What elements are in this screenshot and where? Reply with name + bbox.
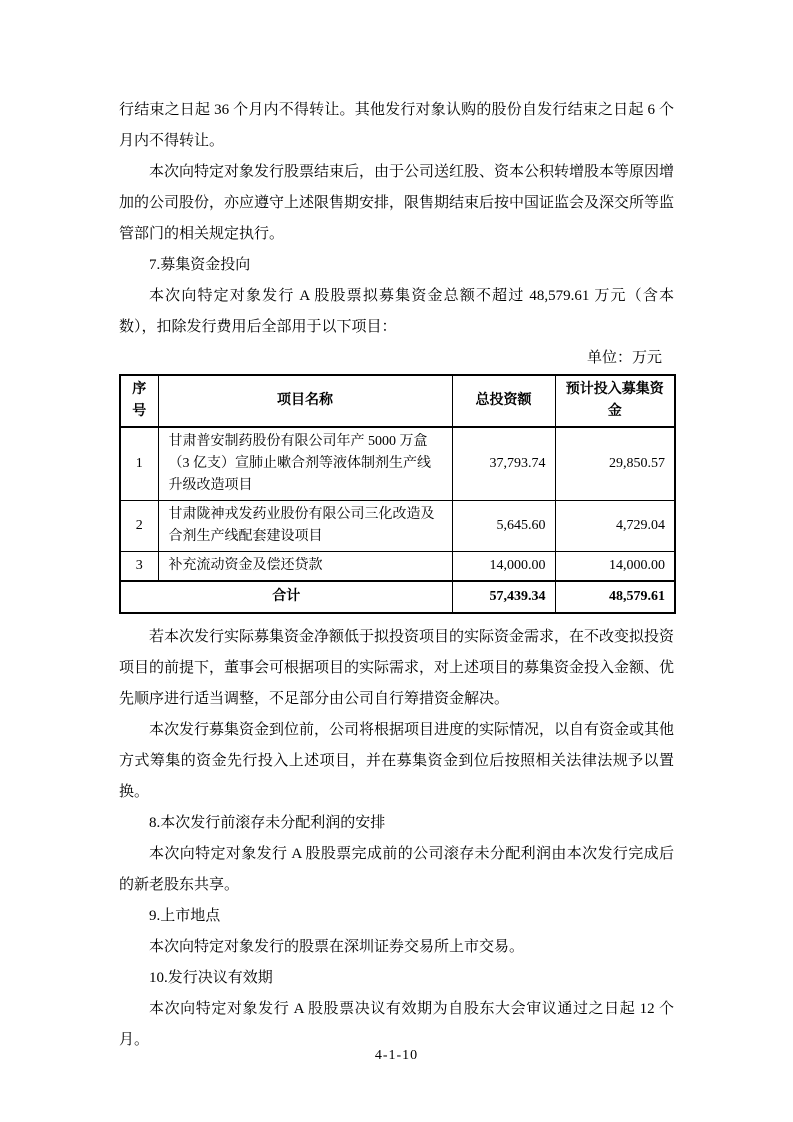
heading-9-listing-place: 9.上市地点 <box>149 908 221 924</box>
paragraph-shortfall: 若本次发行实际募集资金净额低于拟投资项目的实际资金需求，在不改变拟投资项目的前提下，董事会可根据项目的实际需求，对上述项目的募集资金投入金额、优先顺序进行适当调整，不足部分由公司自行筹措资金解决。 <box>119 629 675 707</box>
paragraph-advance-invest: 本次发行募集资金到位前，公司将根据项目进度的实际情况，以自有资金或其他方式筹集的资金先行投入上述项目，并在募集资金到位后按照相关法律法规予以置换。 <box>119 722 675 800</box>
cell-seq: 2 <box>120 501 158 552</box>
cell-raised-funds: 29,850.57 <box>555 427 675 501</box>
heading-10-resolution-validity: 10.发行决议有效期 <box>149 970 273 986</box>
header-cell-seq: 序号 <box>120 375 158 427</box>
header-cell-project-name: 项目名称 <box>158 375 452 427</box>
cell-seq: 3 <box>120 552 158 582</box>
cell-total-label: 合计 <box>120 581 452 613</box>
table-row <box>120 552 675 582</box>
cell-total-investment: 37,793.74 <box>452 427 555 501</box>
cell-total-investment: 14,000.00 <box>452 552 555 582</box>
paragraph-fund-total: 本次向特定对象发行 A 股股票拟募集资金总额不超过 48,579.61 万元（含本数），扣除发行费用后全部用于以下项目： <box>119 288 674 335</box>
fund-usage-table <box>119 374 676 614</box>
paragraph-listing-place: 本次向特定对象发行的股票在深圳证券交易所上市交易。 <box>149 939 525 955</box>
header-cell-raised-funds: 预计投入募集资金 <box>555 375 675 427</box>
paragraph-bonus-shares: 本次向特定对象发行股票结束后，由于公司送红股、资本公积转增股本等原因增加的公司股份，亦应遵守上述限售期安排，限售期结束后按中国证监会及深交所等监管部门的相关规定执行。 <box>119 164 675 242</box>
cell-total-investment: 5,645.60 <box>452 501 555 552</box>
cell-total-investment-sum: 57,439.34 <box>452 581 555 613</box>
cell-project-name: 甘肃普安制药股份有限公司年产 5000 万盒（3 亿支）宣肺止嗽合剂等液体制剂生产线升级改造项目 <box>158 427 452 501</box>
paragraph-resolution-validity: 本次向特定对象发行 A 股股票决议有效期为自股东大会审议通过之日起 12 个月。 <box>119 1001 674 1048</box>
cell-project-name: 甘肃陇神戎发药业股份有限公司三化改造及合剂生产线配套建设项目 <box>158 501 452 552</box>
footer-page-number: 4-1-10 <box>374 1048 419 1063</box>
cell-project-name: 补充流动资金及偿还贷款 <box>158 552 452 582</box>
cell-raised-funds: 14,000.00 <box>555 552 675 582</box>
cell-seq: 1 <box>120 427 158 501</box>
table-row <box>120 501 675 552</box>
table-row <box>120 427 675 501</box>
cell-raised-funds: 4,729.04 <box>555 501 675 552</box>
paragraph-lockup-continuation: 行结束之日起 36 个月内不得转让。其他发行对象认购的股份自发行结束之日起 6 个月内不得转让。 <box>119 102 674 149</box>
table-unit-label: 单位：万元 <box>586 350 662 366</box>
table-total-row <box>120 581 675 613</box>
header-cell-total-investment: 总投资额 <box>452 375 555 427</box>
paragraph-retained-profit: 本次向特定对象发行 A 股股票完成前的公司滚存未分配利润由本次发行完成后的新老股东共享。 <box>119 846 674 893</box>
table-header-row <box>120 375 675 427</box>
cell-raised-funds-sum: 48,579.61 <box>555 581 675 613</box>
heading-8-retained-profit: 8.本次发行前滚存未分配利润的安排 <box>149 815 386 831</box>
heading-7-fund-usage: 7.募集资金投向 <box>149 257 251 273</box>
